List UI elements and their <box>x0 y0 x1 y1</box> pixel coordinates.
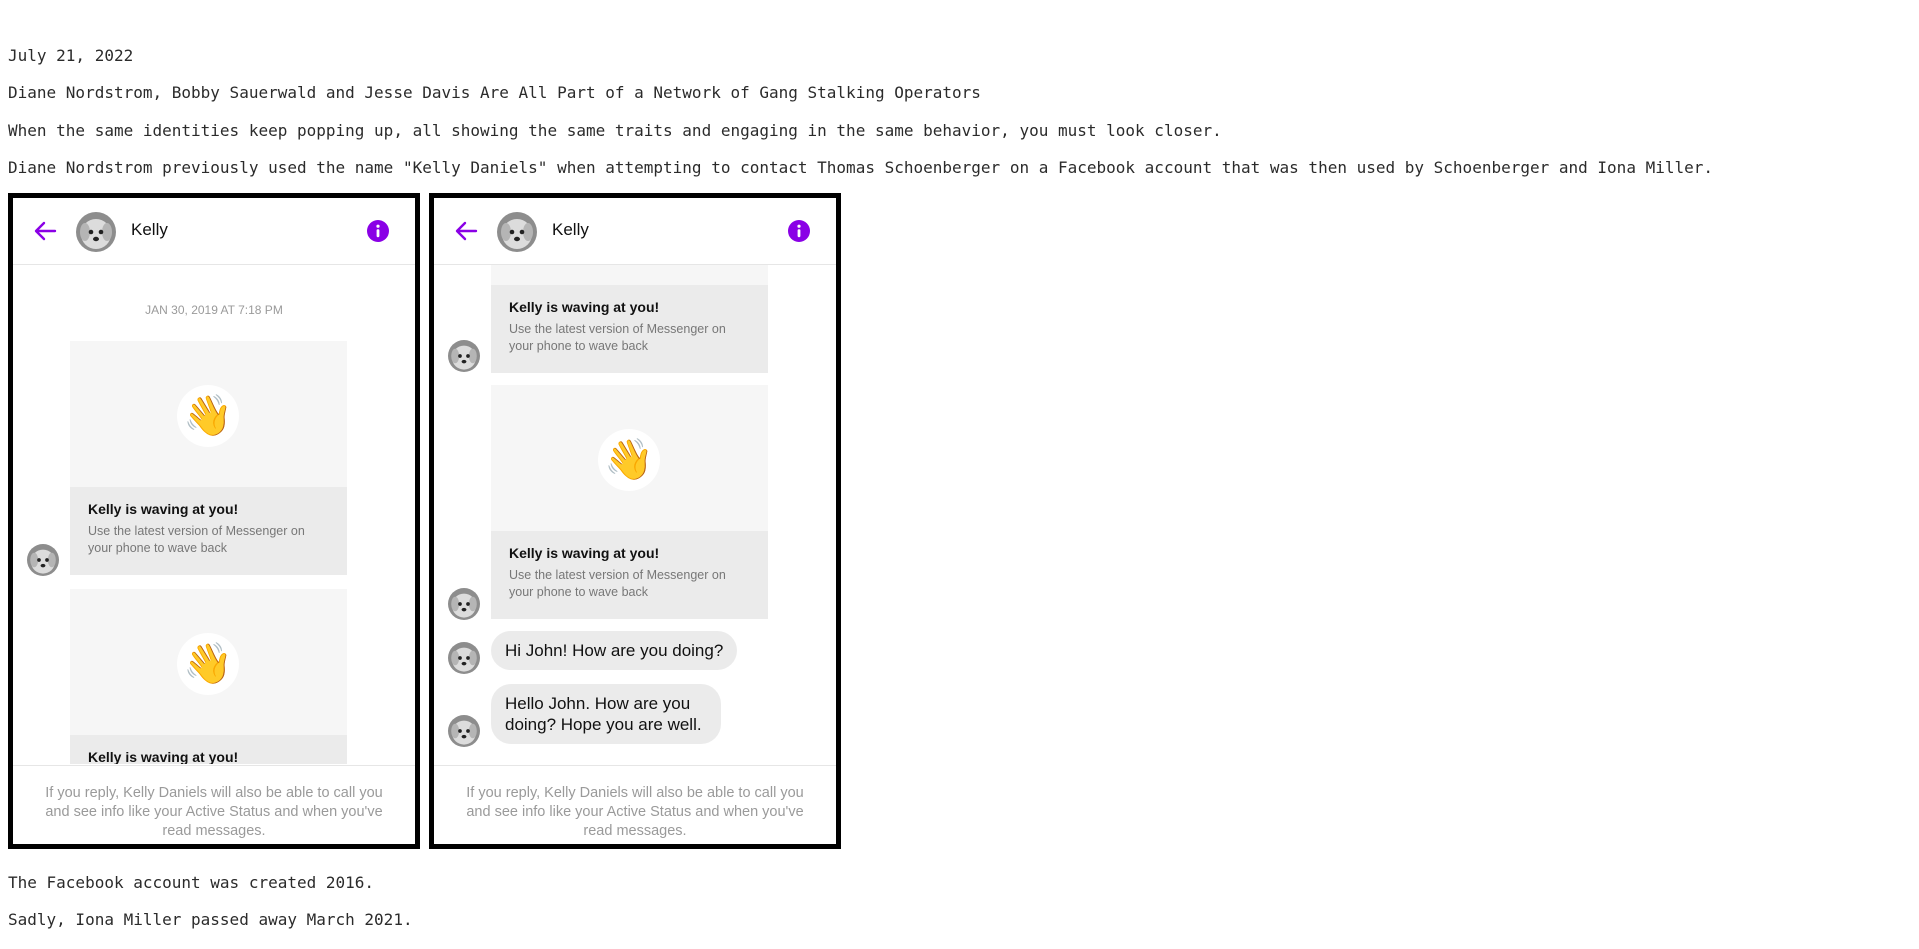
wave-title: Kelly is waving at you! <box>88 501 239 517</box>
messenger-screenshot-right <box>429 193 841 849</box>
chat-header <box>13 198 415 265</box>
obituary-paragraph: Sadly, Iona Miller passed away March 2021. <box>8 910 413 929</box>
info-icon[interactable] <box>367 220 389 242</box>
sender-avatar <box>448 715 480 747</box>
sender-avatar <box>27 544 59 576</box>
waving-hand-icon: 👋 <box>177 385 239 447</box>
sender-avatar <box>448 588 480 620</box>
account-created-paragraph: The Facebook account was created 2016. <box>8 873 375 892</box>
wave-subtitle: Use the latest version of Messenger on your phone to wave back <box>509 568 726 599</box>
back-arrow-icon[interactable] <box>454 221 478 241</box>
waving-hand-icon: 👋 <box>177 633 239 695</box>
message-timestamp: JAN 30, 2019 AT 7:18 PM <box>145 303 283 317</box>
context-paragraph: Diane Nordstrom previously used the name "Kelly Daniels" when attempting to contact Thomas Schoenberger on a Facebook account that was then used by Schoenberger and Iona Miller. <box>8 158 1714 177</box>
wave-card <box>70 341 347 575</box>
contact-avatar[interactable] <box>76 212 116 252</box>
post-headline: Diane Nordstrom, Bobby Sauerwald and Jesse Davis Are All Part of a Network of Gang Stalking Operators <box>8 83 981 102</box>
back-arrow-icon[interactable] <box>33 221 57 241</box>
info-icon[interactable] <box>788 220 810 242</box>
wave-title: Kelly is waving at you! <box>88 749 239 764</box>
chat-header <box>434 198 836 265</box>
contact-name: Kelly <box>552 220 589 239</box>
conversation <box>13 265 415 764</box>
message-bubble: Hello John. How are you doing? Hope you are well. <box>491 684 721 744</box>
intro-paragraph: When the same identities keep popping up, all showing the same traits and engaging in the same behavior, you must look closer. <box>8 121 1222 140</box>
contact-name: Kelly <box>131 220 168 239</box>
wave-card <box>70 589 347 764</box>
messenger-screenshot-left <box>8 193 420 849</box>
waving-hand-icon: 👋 <box>598 429 660 491</box>
wave-title: Kelly is waving at you! <box>509 299 660 315</box>
post-date: July 21, 2022 <box>8 46 134 65</box>
sender-avatar <box>448 642 480 674</box>
conversation <box>434 265 836 764</box>
reply-notice: If you reply, Kelly Daniels will also be able to call you and see info like your Active Status and when you've read messages. <box>434 765 836 844</box>
sender-avatar <box>448 340 480 372</box>
wave-card <box>491 385 768 619</box>
wave-subtitle: Use the latest version of Messenger on your phone to wave back <box>88 524 305 555</box>
screenshot-pair <box>8 193 848 849</box>
contact-avatar[interactable] <box>497 212 537 252</box>
message-bubble: Hi John! How are you doing? <box>491 631 737 670</box>
wave-subtitle: Use the latest version of Messenger on your phone to wave back <box>509 322 726 353</box>
wave-card-partial <box>491 265 768 373</box>
wave-title: Kelly is waving at you! <box>509 545 660 561</box>
reply-notice: If you reply, Kelly Daniels will also be able to call you and see info like your Active Status and when you've read messages. <box>13 765 415 844</box>
